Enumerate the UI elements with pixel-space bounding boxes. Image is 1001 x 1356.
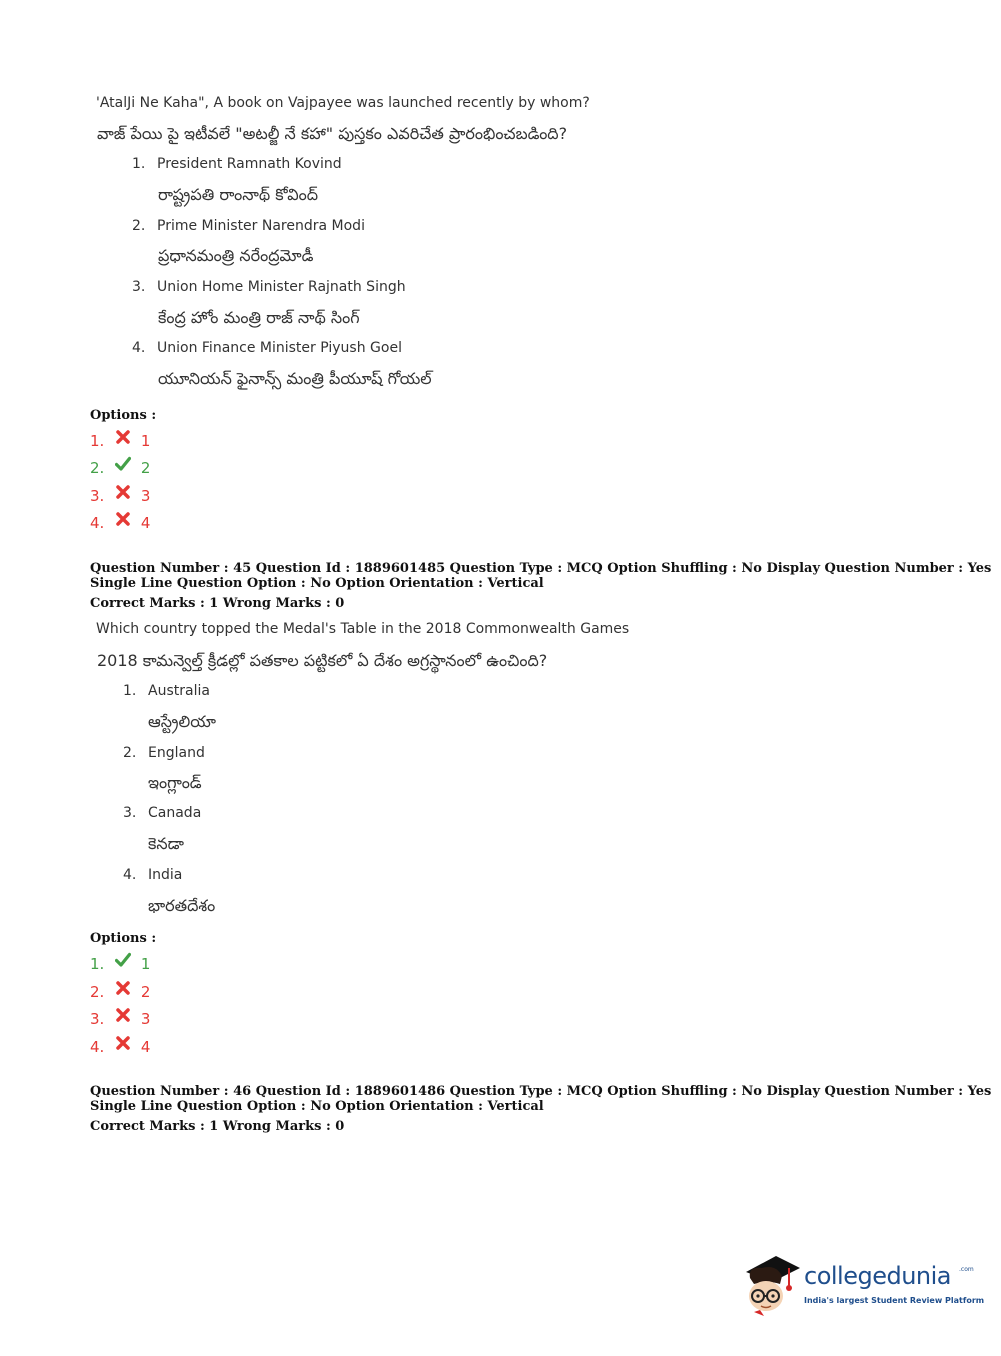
answer-value: 4 <box>140 513 151 532</box>
question-44-text-en: 'AtalJi Ne Kaha", A book on Vajpayee was launched recently by whom? <box>96 95 590 111</box>
choice-number: 1. <box>132 156 146 172</box>
q45-choice-3-te: కెనడా <box>148 834 184 853</box>
cross-icon <box>115 484 131 500</box>
q45-options-label: Options : <box>90 931 157 946</box>
question-45-text-en: Which country topped the Medal's Table in the 2018 Commonwealth Games <box>96 621 630 637</box>
q44-choice-2-te: ప్రధానమంత్రి నరేంద్రమోడీ <box>158 246 314 265</box>
q44-options-label: Options : <box>90 408 157 423</box>
answer-number: 3. <box>90 486 105 505</box>
q44-answer-2 <box>90 456 151 477</box>
q44-choice-4 <box>132 340 402 356</box>
q45-answer-4 <box>90 1035 151 1056</box>
q44-answer-4 <box>90 511 151 532</box>
q45-meta-line-2: Single Line Question Option : No Option Orientation : Vertical <box>90 576 544 591</box>
q45-meta-line-1: Question Number : 45 Question Id : 1889601485 Question Type : MCQ Option Shuffling : No Display Question Number : Yes <box>90 561 992 576</box>
choice-text-en: Prime Minister Narendra Modi <box>157 218 365 234</box>
choice-text-en: Australia <box>148 683 210 699</box>
choice-text-en: Union Home Minister Rajnath Singh <box>157 279 406 295</box>
q44-answer-1 <box>90 429 151 450</box>
logo-tagline: India's largest Student Review Platform <box>804 1296 985 1305</box>
checkmark-icon <box>115 952 131 968</box>
q44-answer-3 <box>90 484 151 505</box>
answer-value: 1 <box>140 954 151 973</box>
q45-choice-1-te: ఆస్ట్రేలియా <box>148 712 216 731</box>
q46-marks: Correct Marks : 1 Wrong Marks : 0 <box>90 1119 345 1134</box>
choice-text-en: England <box>148 745 205 761</box>
answer-value: 1 <box>140 431 151 450</box>
logo-wordmark: collegedunia <box>804 1262 952 1290</box>
cross-icon <box>115 980 131 996</box>
logo-com: .com <box>959 1266 974 1273</box>
q44-choice-3-te: కేంద్ర హోం మంత్రి రాజ్ నాథ్ సింగ్ <box>158 308 360 327</box>
q44-choice-1-te: రాష్ట్రపతి రాంనాథ్ కోవింద్ <box>158 185 319 204</box>
choice-text-en: Union Finance Minister Piyush Goel <box>157 340 402 356</box>
q45-answer-3 <box>90 1007 151 1028</box>
choice-number: 2. <box>132 218 146 234</box>
q45-marks: Correct Marks : 1 Wrong Marks : 0 <box>90 596 345 611</box>
choice-text-en: President Ramnath Kovind <box>157 156 342 172</box>
choice-number: 1. <box>123 683 137 699</box>
answer-value: 3 <box>140 1009 151 1028</box>
answer-number: 1. <box>90 954 105 973</box>
choice-text-en: India <box>148 867 183 883</box>
cross-icon <box>115 1007 131 1023</box>
graduate-mascot-icon <box>742 1250 802 1316</box>
answer-value: 2 <box>140 458 151 477</box>
choice-number: 2. <box>123 745 137 761</box>
answer-value: 2 <box>140 982 151 1001</box>
question-44-text-te: వాజ్ పేయి పై ఇటీవలే "అటల్జీ నే కహా" పుస్తకం ఎవరిచేత ప్రారంభించబడింది? <box>97 124 568 143</box>
q44-choice-4-te: యూనియన్ ఫైనాన్స్ మంత్రి పీయూష్ గోయల్ <box>158 369 432 388</box>
choice-number: 3. <box>132 279 146 295</box>
q45-answer-1 <box>90 952 151 973</box>
q45-choice-2-te: ఇంగ్లాండ్ <box>148 773 202 792</box>
q46-meta-line-1: Question Number : 46 Question Id : 1889601486 Question Type : MCQ Option Shuffling : No Display Question Number : Yes <box>90 1084 992 1099</box>
choice-number: 4. <box>132 340 146 356</box>
collegedunia-logo <box>742 1250 985 1320</box>
answer-number: 2. <box>90 458 105 477</box>
q45-choice-3 <box>123 805 201 821</box>
q44-choice-3 <box>132 279 406 295</box>
cross-icon <box>115 429 131 445</box>
q45-choice-4 <box>123 867 182 883</box>
answer-value: 3 <box>140 486 151 505</box>
cross-icon <box>115 511 131 527</box>
answer-number: 2. <box>90 982 105 1001</box>
q45-choice-4-te: భారతదేశం <box>148 896 216 915</box>
q45-choice-1 <box>123 683 210 699</box>
q46-meta-line-2: Single Line Question Option : No Option Orientation : Vertical <box>90 1099 544 1114</box>
answer-number: 3. <box>90 1009 105 1028</box>
choice-number: 3. <box>123 805 137 821</box>
question-45-text-te: 2018 కామన్వెల్త్ క్రీడల్లో పతకాల పట్టికలో ఏ దేశం అగ్రస్థానంలో ఉంచింది? <box>97 651 548 670</box>
answer-number: 4. <box>90 1037 105 1056</box>
q44-choice-1 <box>132 156 342 172</box>
choice-number: 4. <box>123 867 137 883</box>
answer-value: 4 <box>140 1037 151 1056</box>
answer-number: 4. <box>90 513 105 532</box>
q44-choice-2 <box>132 218 365 234</box>
cross-icon <box>115 1035 131 1051</box>
choice-text-en: Canada <box>148 805 202 821</box>
checkmark-icon <box>115 456 131 472</box>
q45-answer-2 <box>90 980 151 1001</box>
q45-choice-2 <box>123 745 205 761</box>
answer-number: 1. <box>90 431 105 450</box>
